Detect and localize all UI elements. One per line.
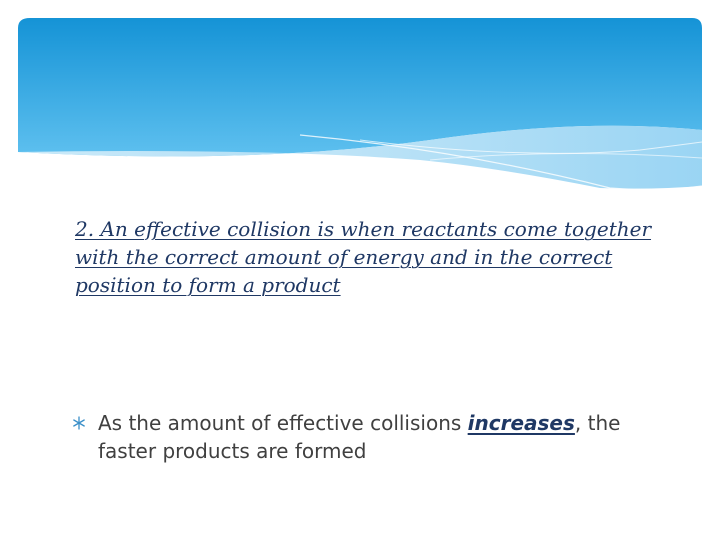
bullet-text-before: As the amount of effective collisions (98, 411, 468, 435)
emphasis-increases: increases (467, 411, 575, 435)
header-banner (0, 0, 720, 200)
bullet-text (98, 409, 672, 465)
bullet-item (72, 409, 672, 465)
bullet-text-after: , the faster products are formed (98, 411, 621, 463)
asterisk-bullet-icon (72, 416, 86, 430)
slide-heading: 2. An effective collision is when reactants come together with the correct amount of energy and in the correct position to form a product (75, 217, 652, 297)
